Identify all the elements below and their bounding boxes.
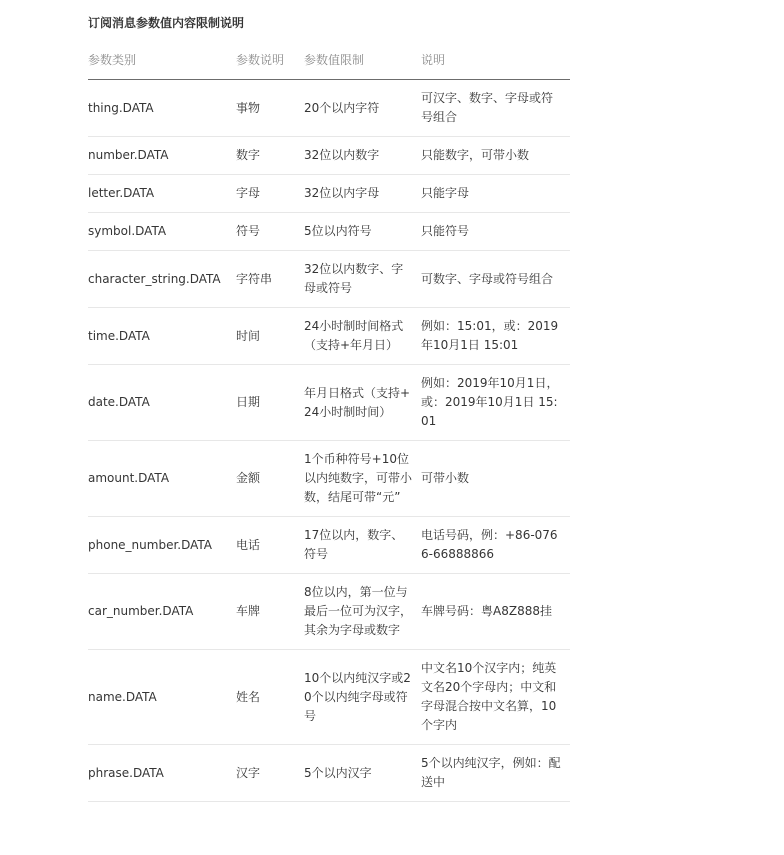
param-type-cell: letter.DATA	[88, 175, 236, 213]
param-type-cell: car_number.DATA	[88, 574, 236, 650]
table-row	[88, 365, 570, 441]
param-desc-cell: 事物	[236, 80, 304, 137]
notes-cell: 中文名10个汉字内；纯英文名20个字母内；中文和字母混合按中文名算，10个字内	[421, 650, 570, 745]
param-type-cell: number.DATA	[88, 137, 236, 175]
notes-cell: 只能符号	[421, 213, 570, 251]
value-limit-cell: 24小时制时间格式（支持+年月日）	[304, 308, 421, 365]
param-type-cell: name.DATA	[88, 650, 236, 745]
notes-cell: 例如：2019年10月1日，或：2019年10月1日 15:01	[421, 365, 570, 441]
table-row	[88, 650, 570, 745]
table-row	[88, 517, 570, 574]
value-limit-cell: 年月日格式（支持+24小时制时间）	[304, 365, 421, 441]
param-desc-cell: 数字	[236, 137, 304, 175]
value-limit-cell: 32位以内数字	[304, 137, 421, 175]
param-desc-cell: 金额	[236, 441, 304, 517]
notes-cell: 5个以内纯汉字，例如：配送中	[421, 745, 570, 802]
param-desc-cell: 姓名	[236, 650, 304, 745]
param-desc-cell: 汉字	[236, 745, 304, 802]
column-header-notes: 说明	[421, 44, 570, 80]
notes-cell: 只能字母	[421, 175, 570, 213]
param-type-cell: time.DATA	[88, 308, 236, 365]
value-limit-cell: 5位以内符号	[304, 213, 421, 251]
notes-cell: 可带小数	[421, 441, 570, 517]
notes-cell: 例如：15:01，或：2019年10月1日 15:01	[421, 308, 570, 365]
table-header-row	[88, 44, 570, 80]
notes-cell: 可数字、字母或符号组合	[421, 251, 570, 308]
value-limit-cell: 17位以内，数字、符号	[304, 517, 421, 574]
document	[88, 12, 570, 802]
param-type-cell: character_string.DATA	[88, 251, 236, 308]
param-type-cell: symbol.DATA	[88, 213, 236, 251]
param-limits-table	[88, 44, 570, 802]
column-header-param-desc: 参数说明	[236, 44, 304, 80]
param-type-cell: phone_number.DATA	[88, 517, 236, 574]
value-limit-cell: 1个币种符号+10位以内纯数字，可带小数，结尾可带“元”	[304, 441, 421, 517]
param-desc-cell: 电话	[236, 517, 304, 574]
param-type-cell: thing.DATA	[88, 80, 236, 137]
notes-cell: 电话号码，例：+86-0766-66888866	[421, 517, 570, 574]
notes-cell: 可汉字、数字、字母或符号组合	[421, 80, 570, 137]
table-row	[88, 308, 570, 365]
value-limit-cell: 10个以内纯汉字或20个以内纯字母或符号	[304, 650, 421, 745]
table-row	[88, 574, 570, 650]
column-header-value-limit: 参数值限制	[304, 44, 421, 80]
value-limit-cell: 32位以内字母	[304, 175, 421, 213]
table-row	[88, 137, 570, 175]
table-row	[88, 441, 570, 517]
param-type-cell: amount.DATA	[88, 441, 236, 517]
notes-cell: 车牌号码：粤A8Z888挂	[421, 574, 570, 650]
param-desc-cell: 符号	[236, 213, 304, 251]
param-desc-cell: 字母	[236, 175, 304, 213]
value-limit-cell: 20个以内字符	[304, 80, 421, 137]
value-limit-cell: 8位以内，第一位与最后一位可为汉字，其余为字母或数字	[304, 574, 421, 650]
param-type-cell: date.DATA	[88, 365, 236, 441]
param-desc-cell: 字符串	[236, 251, 304, 308]
table-row	[88, 80, 570, 137]
param-desc-cell: 车牌	[236, 574, 304, 650]
table-row	[88, 251, 570, 308]
value-limit-cell: 5个以内汉字	[304, 745, 421, 802]
table-row	[88, 745, 570, 802]
param-desc-cell: 时间	[236, 308, 304, 365]
param-desc-cell: 日期	[236, 365, 304, 441]
param-type-cell: phrase.DATA	[88, 745, 236, 802]
notes-cell: 只能数字，可带小数	[421, 137, 570, 175]
value-limit-cell: 32位以内数字、字母或符号	[304, 251, 421, 308]
column-header-param-type: 参数类别	[88, 44, 236, 80]
table-row	[88, 175, 570, 213]
table-row	[88, 213, 570, 251]
page-title: 订阅消息参数值内容限制说明	[88, 16, 245, 30]
